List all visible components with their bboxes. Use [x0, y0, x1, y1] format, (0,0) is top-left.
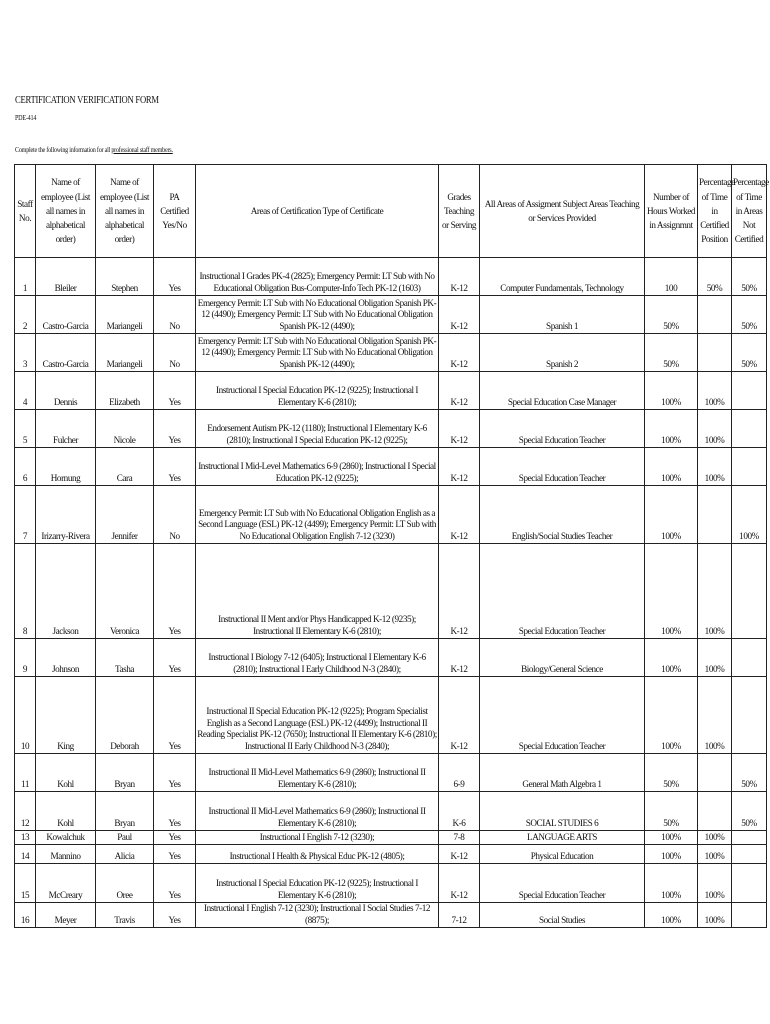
table-row — [15, 831, 767, 845]
cell-pct-not-certified — [732, 677, 767, 754]
cell-hours: 100% — [645, 639, 698, 677]
cell-pct-certified: 100% — [698, 639, 732, 677]
cell-pa-certified: Yes — [154, 544, 196, 639]
cell-hours: 100% — [645, 845, 698, 864]
cell-hours: 100 — [645, 258, 698, 296]
cell-pct-not-certified — [732, 410, 767, 448]
cell-first-name: Cara — [96, 448, 154, 486]
cell-last-name: Kohl — [36, 754, 96, 792]
cell-subject: English/Social Studies Teacher — [480, 486, 645, 544]
header-grades: Grades Teaching or Serving — [439, 165, 480, 258]
cell-grades: 7-8 — [439, 831, 480, 845]
cell-subject: Physical Education — [480, 845, 645, 864]
cell-certification: Instructional I English 7-12 (3230); Instructional I Social Studies 7-12 (8875); — [196, 903, 439, 928]
cell-staff-no: 5 — [15, 410, 36, 448]
cell-pct-certified — [698, 334, 732, 372]
cell-first-name: Oree — [96, 864, 154, 903]
cell-pa-certified: Yes — [154, 448, 196, 486]
cell-first-name: Mariangeli — [96, 334, 154, 372]
cell-first-name: Veronica — [96, 544, 154, 639]
header-first-name: Name of employee (List all names in alphabetical order) — [96, 165, 154, 258]
cell-first-name: Deborah — [96, 677, 154, 754]
cell-last-name: King — [36, 677, 96, 754]
cell-last-name: Johnson — [36, 639, 96, 677]
cell-pct-not-certified — [732, 639, 767, 677]
certification-table — [14, 164, 767, 928]
cell-staff-no: 15 — [15, 864, 36, 903]
cell-pct-not-certified: 50% — [732, 754, 767, 792]
table-row — [15, 903, 767, 928]
header-last-name: Name of employee (List all names in alphabetical order) — [36, 165, 96, 258]
cell-subject: Spanish 1 — [480, 296, 645, 334]
cell-last-name: McCreary — [36, 864, 96, 903]
cell-pct-certified: 100% — [698, 864, 732, 903]
cell-staff-no: 8 — [15, 544, 36, 639]
cell-pct-certified: 100% — [698, 845, 732, 864]
cell-first-name: Bryan — [96, 792, 154, 831]
instructions-prefix: Complete the following information for all — [15, 145, 112, 154]
table-row — [15, 792, 767, 831]
cell-first-name: Paul — [96, 831, 154, 845]
cell-last-name: Meyer — [36, 903, 96, 928]
cell-subject: Spanish 2 — [480, 334, 645, 372]
cell-subject: General Math Algebra 1 — [480, 754, 645, 792]
cell-certification: Emergency Permit: LT Sub with No Educational Obligation Spanish PK-12 (4490); Emergency Permit: LT Sub with No Educational Obligation Spanish PK-12 (4490); — [196, 334, 439, 372]
cell-pa-certified: No — [154, 296, 196, 334]
header-row — [15, 165, 767, 258]
cell-hours: 100% — [645, 544, 698, 639]
cell-first-name: Stephen — [96, 258, 154, 296]
cell-subject: Special Education Teacher — [480, 410, 645, 448]
cell-subject: LANGUAGE ARTS — [480, 831, 645, 845]
cell-certification: Instructional I Special Education PK-12 (9225); Instructional I Elementary K-6 (2810); — [196, 864, 439, 903]
cell-first-name: Elizabeth — [96, 372, 154, 410]
cell-pa-certified: Yes — [154, 372, 196, 410]
cell-staff-no: 4 — [15, 372, 36, 410]
cell-subject: Computer Fundamentals, Technology — [480, 258, 645, 296]
cell-certification: Instructional II Mid-Level Mathematics 6-9 (2860); Instructional II Elementary K-6 (2810); — [196, 792, 439, 831]
cell-pa-certified: Yes — [154, 410, 196, 448]
cell-grades: K-12 — [439, 639, 480, 677]
cell-subject: Special Education Teacher — [480, 677, 645, 754]
cell-staff-no: 9 — [15, 639, 36, 677]
table-row — [15, 677, 767, 754]
cell-pct-certified: 100% — [698, 903, 732, 928]
form-title: CERTIFICATION VERIFICATION FORM — [15, 95, 159, 106]
cell-pa-certified: Yes — [154, 639, 196, 677]
cell-pct-not-certified: 50% — [732, 296, 767, 334]
cell-pa-certified: Yes — [154, 831, 196, 845]
cell-certification: Instructional I Biology 7-12 (6405); Instructional I Elementary K-6 (2810); Instructional I Early Childhood N-3 (2840); — [196, 639, 439, 677]
cell-pa-certified: Yes — [154, 258, 196, 296]
header-pct-not-certified: Percentage of Time in Areas Not Certified — [732, 165, 767, 258]
header-hours: Number of Hours Worked in Assignmnt — [645, 165, 698, 258]
cell-last-name: Jackson — [36, 544, 96, 639]
cell-staff-no: 1 — [15, 258, 36, 296]
cell-last-name: Kohl — [36, 792, 96, 831]
cell-grades: K-12 — [439, 544, 480, 639]
cell-pa-certified: Yes — [154, 864, 196, 903]
cell-pct-not-certified — [732, 544, 767, 639]
header-subject-areas: All Areas of Assigment Subject Areas Teaching or Services Provided — [480, 165, 645, 258]
cell-last-name: Fulcher — [36, 410, 96, 448]
cell-subject: Social Studies — [480, 903, 645, 928]
cell-certification: Emergency Permit: LT Sub with No Educational Obligation English as a Second Language (ESL) PK-12 (4499); Emergency Permit: LT Sub with No Educational Obligation English 7-12 (3230) — [196, 486, 439, 544]
cell-subject: Special Education Teacher — [480, 864, 645, 903]
cell-staff-no: 14 — [15, 845, 36, 864]
cell-hours: 50% — [645, 334, 698, 372]
table-row — [15, 372, 767, 410]
cell-pa-certified: Yes — [154, 903, 196, 928]
cell-pct-certified: 100% — [698, 448, 732, 486]
instructions-text — [15, 145, 173, 154]
cell-last-name: Kowalchuk — [36, 831, 96, 845]
header-pa-certified: PA Certified Yes/No — [154, 165, 196, 258]
cell-grades: K-12 — [439, 864, 480, 903]
cell-pa-certified: Yes — [154, 677, 196, 754]
cell-pct-certified — [698, 296, 732, 334]
header-areas-certification: Areas of Certification Type of Certificate — [196, 165, 439, 258]
cell-pa-certified: Yes — [154, 754, 196, 792]
cell-staff-no: 11 — [15, 754, 36, 792]
cell-hours: 100% — [645, 677, 698, 754]
cell-last-name: Castro-Garcia — [36, 334, 96, 372]
cell-pa-certified: No — [154, 486, 196, 544]
cell-pct-not-certified: 50% — [732, 334, 767, 372]
cell-certification: Instructional II Special Education PK-12 (9225); Program Specialist English as a Second Language (ESL) PK-12 (4499); Instructional II Reading Specialist PK-12 (7650); Instructional II Elementary K-6 (2810); Instructional II Early Childhood N-3 (2840); — [196, 677, 439, 754]
cell-pct-certified — [698, 792, 732, 831]
cell-grades: 6-9 — [439, 754, 480, 792]
cell-hours: 100% — [645, 486, 698, 544]
cell-pct-certified: 50% — [698, 258, 732, 296]
cell-last-name: Dennis — [36, 372, 96, 410]
cell-grades: K-12 — [439, 258, 480, 296]
table-row — [15, 296, 767, 334]
table-row — [15, 754, 767, 792]
cell-pa-certified: No — [154, 334, 196, 372]
table-row — [15, 864, 767, 903]
cell-certification: Instructional I Mid-Level Mathematics 6-9 (2860); Instructional I Special Education PK-12 (9225); — [196, 448, 439, 486]
cell-grades: K-12 — [439, 845, 480, 864]
cell-first-name: Alicia — [96, 845, 154, 864]
cell-pct-certified — [698, 754, 732, 792]
cell-hours: 100% — [645, 448, 698, 486]
header-pct-certified: Percentage of Time in Certified Position — [698, 165, 732, 258]
cell-first-name: Mariangeli — [96, 296, 154, 334]
cell-grades: K-12 — [439, 410, 480, 448]
cell-staff-no: 16 — [15, 903, 36, 928]
cell-pct-not-certified — [732, 831, 767, 845]
cell-grades: 7-12 — [439, 903, 480, 928]
cell-pct-not-certified — [732, 448, 767, 486]
cell-staff-no: 2 — [15, 296, 36, 334]
cell-staff-no: 7 — [15, 486, 36, 544]
cell-pct-certified: 100% — [698, 544, 732, 639]
cell-pct-not-certified — [732, 903, 767, 928]
cell-last-name: Mannino — [36, 845, 96, 864]
cell-staff-no: 12 — [15, 792, 36, 831]
cell-grades: K-12 — [439, 486, 480, 544]
cell-grades: K-12 — [439, 677, 480, 754]
cell-last-name: Castro-Garcia — [36, 296, 96, 334]
cell-hours: 100% — [645, 410, 698, 448]
cell-first-name: Nicole — [96, 410, 154, 448]
cell-subject: Biology/General Science — [480, 639, 645, 677]
cell-subject: SOCIAL STUDIES 6 — [480, 792, 645, 831]
cell-certification: Instructional II Ment and/or Phys Handicapped K-12 (9235); Instructional II Elementary K-6 (2810); — [196, 544, 439, 639]
cell-grades: K-6 — [439, 792, 480, 831]
cell-pct-certified — [698, 486, 732, 544]
form-code: PDE-414 — [15, 113, 37, 122]
table-row — [15, 486, 767, 544]
cell-pct-not-certified: 100% — [732, 486, 767, 544]
table-row — [15, 845, 767, 864]
cell-certification: Instructional I Special Education PK-12 (9225); Instructional I Elementary K-6 (2810); — [196, 372, 439, 410]
cell-staff-no: 13 — [15, 831, 36, 845]
table-row — [15, 544, 767, 639]
cell-pct-not-certified — [732, 864, 767, 903]
cell-first-name: Jennifer — [96, 486, 154, 544]
cell-certification: Instructional I Health & Physical Educ PK-12 (4805); — [196, 845, 439, 864]
cell-pct-not-certified — [732, 372, 767, 410]
cell-pct-not-certified — [732, 845, 767, 864]
cell-pct-not-certified: 50% — [732, 258, 767, 296]
cell-certification: Instructional I Grades PK-4 (2825); Emergency Permit: LT Sub with No Educational Obligation Bus-Computer-Info Tech PK-12 (1603) — [196, 258, 439, 296]
table-row — [15, 639, 767, 677]
cell-certification: Instructional II Mid-Level Mathematics 6-9 (2860); Instructional II Elementary K-6 (2810); — [196, 754, 439, 792]
cell-hours: 50% — [645, 792, 698, 831]
cell-certification: Emergency Permit: LT Sub with No Educational Obligation Spanish PK-12 (4490); Emergency Permit: LT Sub with No Educational Obligation Spanish PK-12 (4490); — [196, 296, 439, 334]
cell-hours: 50% — [645, 754, 698, 792]
cell-hours: 100% — [645, 372, 698, 410]
cell-certification: Endorsement Autism PK-12 (1180); Instructional I Elementary K-6 (2810); Instructional I Special Education PK-12 (9225); — [196, 410, 439, 448]
cell-pct-not-certified: 50% — [732, 792, 767, 831]
cell-subject: Special Education Teacher — [480, 448, 645, 486]
cell-pa-certified: Yes — [154, 792, 196, 831]
cell-hours: 50% — [645, 296, 698, 334]
cell-pct-certified: 100% — [698, 831, 732, 845]
cell-staff-no: 6 — [15, 448, 36, 486]
cell-last-name: Bleiler — [36, 258, 96, 296]
cell-certification: Instructional I English 7-12 (3230); — [196, 831, 439, 845]
cell-first-name: Bryan — [96, 754, 154, 792]
cell-hours: 100% — [645, 831, 698, 845]
cell-grades: K-12 — [439, 334, 480, 372]
cell-hours: 100% — [645, 864, 698, 903]
cell-grades: K-12 — [439, 372, 480, 410]
cell-first-name: Travis — [96, 903, 154, 928]
table-row — [15, 334, 767, 372]
cell-pa-certified: Yes — [154, 845, 196, 864]
instructions-underlined: professional staff members. — [111, 145, 173, 154]
cell-last-name: Irizarry-Rivera — [36, 486, 96, 544]
cell-staff-no: 3 — [15, 334, 36, 372]
table-row — [15, 410, 767, 448]
cell-pct-certified: 100% — [698, 677, 732, 754]
cell-staff-no: 10 — [15, 677, 36, 754]
cell-hours: 100% — [645, 903, 698, 928]
cell-first-name: Tasha — [96, 639, 154, 677]
cell-grades: K-12 — [439, 448, 480, 486]
cell-grades: K-12 — [439, 296, 480, 334]
cell-pct-certified: 100% — [698, 410, 732, 448]
cell-last-name: Hornung — [36, 448, 96, 486]
cell-subject: Special Education Case Manager — [480, 372, 645, 410]
table-row — [15, 448, 767, 486]
cell-subject: Special Education Teacher — [480, 544, 645, 639]
cell-pct-certified: 100% — [698, 372, 732, 410]
header-staff-no: Staff No. — [15, 165, 36, 258]
table-row — [15, 258, 767, 296]
